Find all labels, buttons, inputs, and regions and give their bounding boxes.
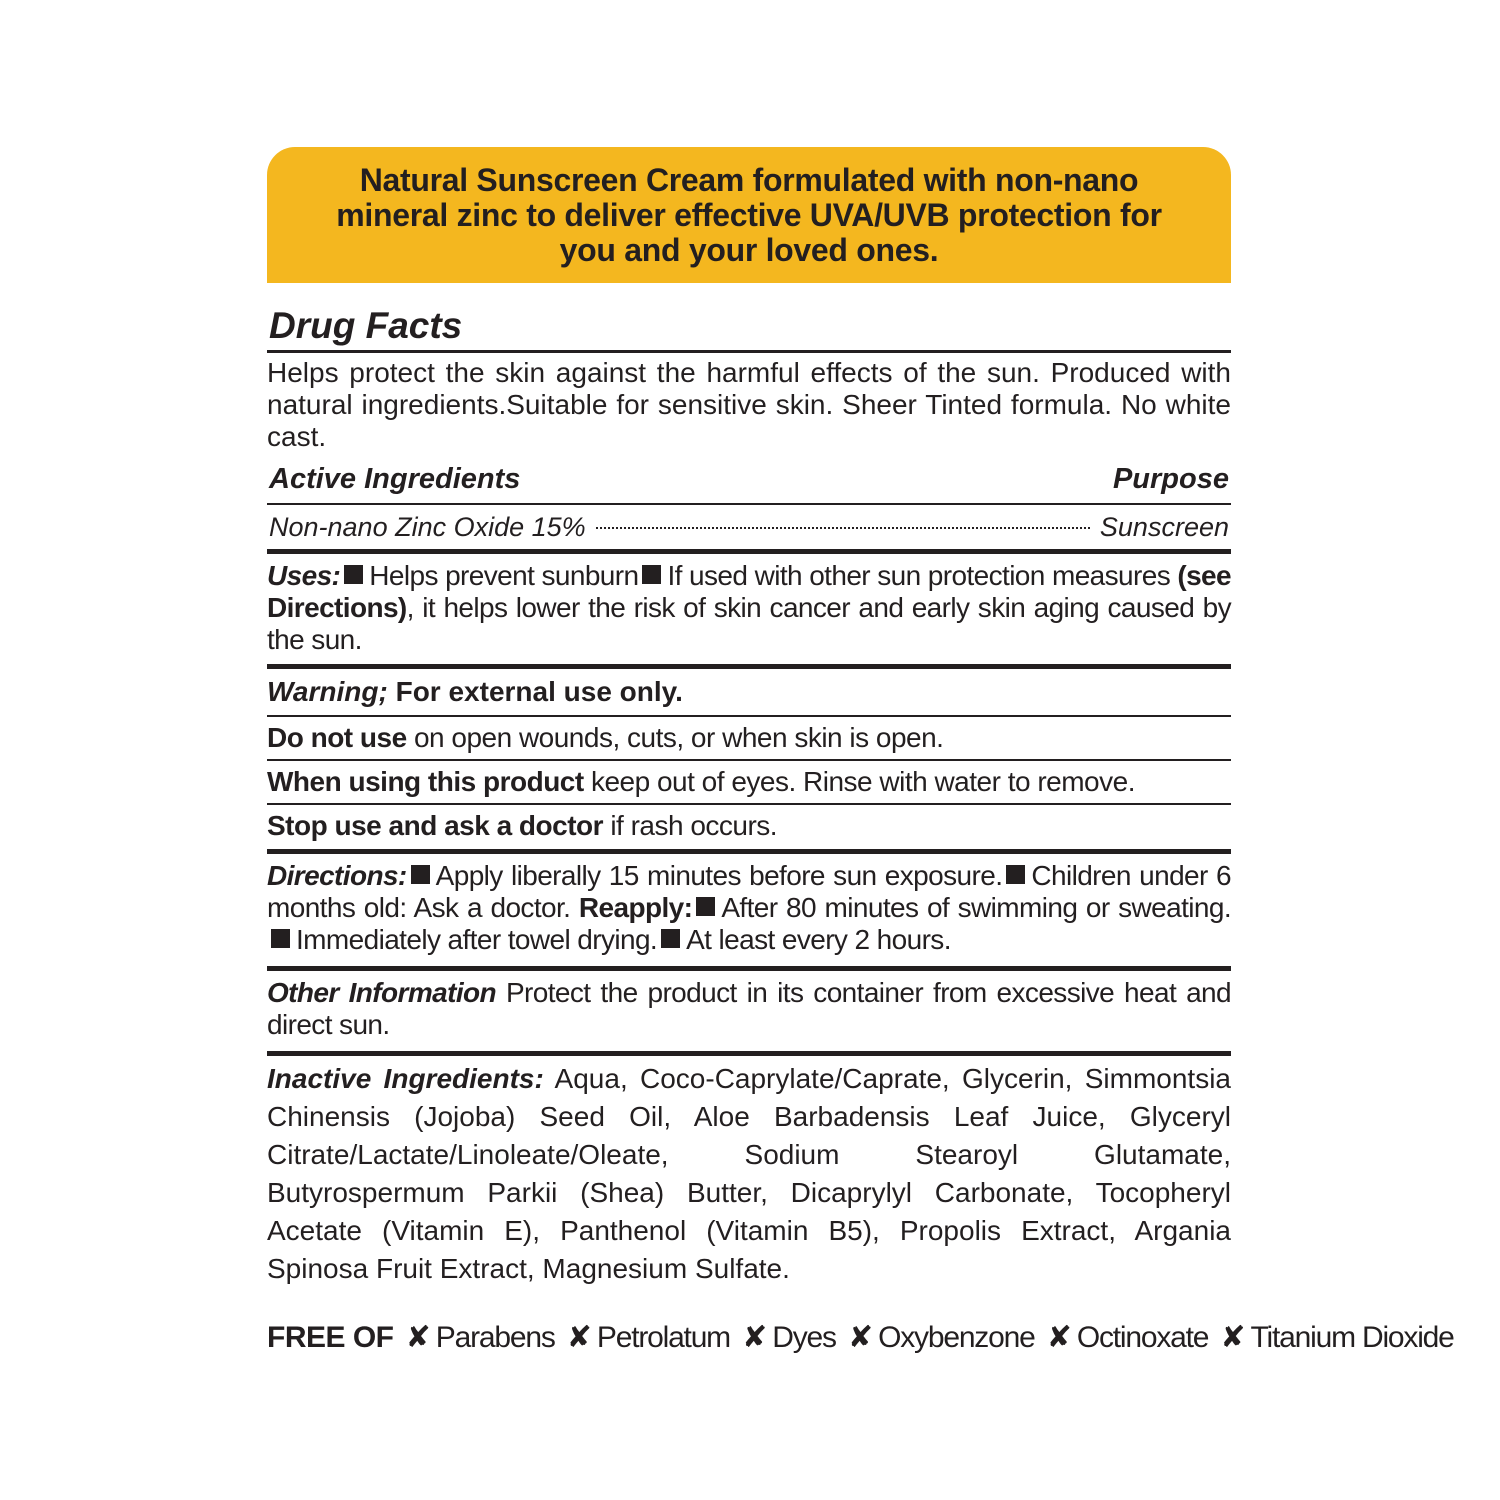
warning-row xyxy=(267,669,1231,715)
free-of-label: FREE OF xyxy=(267,1321,394,1354)
bullet-square-icon xyxy=(661,929,680,948)
directions-section xyxy=(267,854,1231,966)
cross-mark-icon: ✘ xyxy=(405,1321,431,1354)
do-not-use-row xyxy=(267,717,1231,759)
directions-label: Directions: xyxy=(267,860,407,891)
free-of-item: Dyes xyxy=(772,1321,836,1354)
cross-mark-icon: ✘ xyxy=(1220,1321,1246,1354)
reapply-label: Reapply: xyxy=(578,892,693,923)
do-not-use-label: Do not use xyxy=(267,722,407,753)
cross-mark-icon: ✘ xyxy=(847,1321,874,1354)
uses-item-cont: , it helps lower the risk of skin cancer and early skin aging caused by the sun. xyxy=(267,592,1231,655)
bullet-square-icon xyxy=(411,865,430,884)
bullet-square-icon xyxy=(344,565,363,584)
free-of-item: Oxybenzone xyxy=(878,1321,1035,1354)
stop-use-label: Stop use and ask a doctor xyxy=(267,810,604,841)
free-of-item: Octinoxate xyxy=(1076,1321,1209,1354)
other-information-section xyxy=(267,971,1231,1051)
bullet-square-icon xyxy=(696,897,715,916)
uses-see-directions: (see Directions) xyxy=(267,560,1231,623)
warning-text: For external use only. xyxy=(395,676,683,707)
when-using-text: keep out of eyes. Rinse with water to remove. xyxy=(590,766,1135,797)
free-of-item: Petrolatum xyxy=(596,1321,730,1354)
other-information-text: Protect the product in its container from excessive heat and direct sun. xyxy=(267,977,1231,1040)
inactive-ingredients-text: Aqua, Coco-Caprylate/Caprate, Glycerin, Simmontsia Chinensis (Jojoba) Seed Oil, Aloe Barbadensis Leaf Juice, Glyceryl Citrate/Lactate/Linoleate/Oleate, Sodium Stearoyl Glutamate, Butyrospermum Parkii (Shea) Butter, Dicaprylyl Carbonate, Tocopheryl Acetate (Vitamin E), Panthenol (Vitamin B5), Propolis Extract, Argania Spinosa Fruit Extract, Magnesium Sulfate. xyxy=(267,1063,1232,1284)
bullet-square-icon xyxy=(271,929,290,948)
active-ingredients-header xyxy=(267,456,1231,503)
uses-item: If used with other sun protection measures xyxy=(667,560,1171,591)
inactive-ingredients-label: Inactive Ingredients: xyxy=(267,1063,544,1094)
drug-facts-panel xyxy=(267,147,1454,1358)
uses-section xyxy=(267,554,1231,664)
directions-item: Apply liberally 15 minutes before sun exposure. xyxy=(435,860,1003,891)
uses-label: Uses: xyxy=(267,560,341,591)
directions-item: After 80 minutes of swimming or sweating. xyxy=(721,892,1231,923)
directions-item: Children under 6 months old: Ask a doctor. xyxy=(267,860,1231,923)
free-of-item: Parabens xyxy=(435,1321,555,1354)
intro-text: Helps protect the skin against the harmful effects of the sun. Produced with natural ingredients.Suitable for sensitive skin. Sheer Tinted formula. No white cast. xyxy=(267,357,1231,452)
bullet-square-icon xyxy=(642,565,661,584)
stop-use-row xyxy=(267,805,1231,849)
inactive-ingredients-section xyxy=(267,1056,1231,1288)
other-information-label: Other Information xyxy=(267,977,497,1008)
warning-label: Warning; xyxy=(267,676,388,707)
banner-text: Natural Sunscreen Cream formulated with non-nano mineral zinc to deliver effective UVA/UVB protection for you and your loved ones. xyxy=(336,161,1162,268)
dot-leader xyxy=(596,527,1090,529)
cross-mark-icon: ✘ xyxy=(742,1321,768,1354)
stop-use-text: if rash occurs. xyxy=(610,810,778,841)
do-not-use-text: on open wounds, cuts, or when skin is open. xyxy=(413,722,944,753)
active-ingredient-row xyxy=(267,505,1231,549)
active-ingredient-purpose: Sunscreen xyxy=(1099,512,1229,542)
cross-mark-icon: ✘ xyxy=(1046,1321,1072,1354)
free-of-item: Titanium Dioxide xyxy=(1250,1321,1454,1354)
uses-item: Helps prevent sunburn xyxy=(369,560,639,591)
active-ingredient-name: Non-nano Zinc Oxide 15% xyxy=(269,512,586,542)
purpose-label: Purpose xyxy=(1112,463,1229,495)
when-using-label: When using this product xyxy=(267,766,584,797)
bullet-square-icon xyxy=(1006,865,1025,884)
cross-mark-icon: ✘ xyxy=(566,1321,592,1354)
divider xyxy=(267,350,1231,353)
directions-item: At least every 2 hours. xyxy=(686,924,951,955)
product-banner xyxy=(267,147,1231,283)
drug-facts-title: Drug Facts xyxy=(269,305,463,346)
free-of-row xyxy=(267,1318,1454,1358)
when-using-row xyxy=(267,761,1231,803)
directions-item: Immediately after towel drying. xyxy=(296,924,658,955)
active-ingredients-label: Active Ingredients xyxy=(269,463,521,495)
